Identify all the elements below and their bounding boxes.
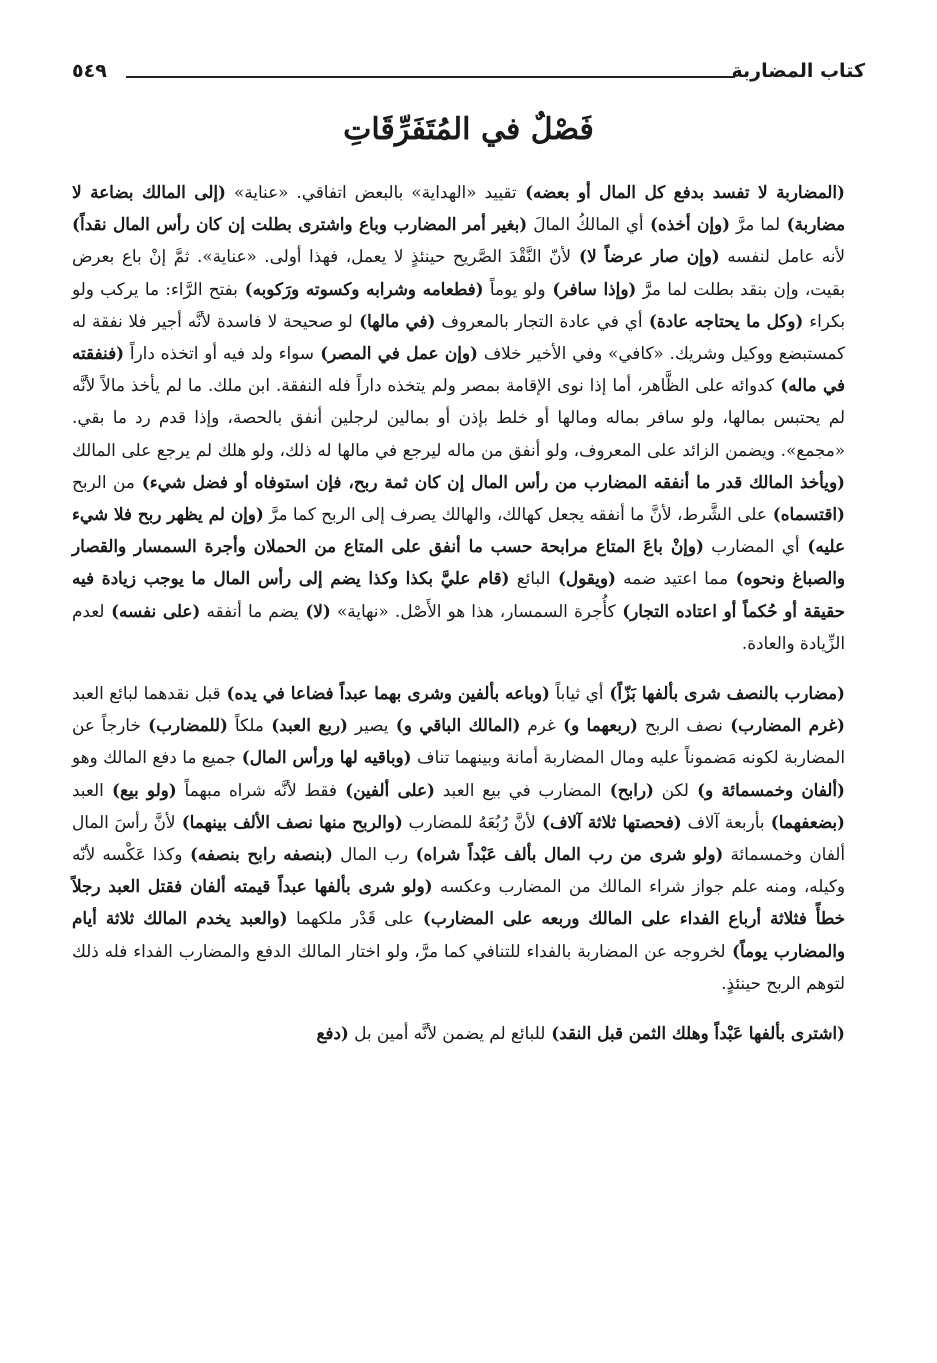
commentary-text: نصف الربح [637, 715, 723, 736]
matn-text: (وإذا سافر) [545, 278, 637, 299]
matn-text: (ولو شرى من رب المال بألف عَبْداً شراه) [407, 844, 724, 865]
commentary-text: يصير [347, 715, 389, 736]
commentary-text: لأنَّ رُبُعَهُ للمضارب [402, 811, 536, 832]
matn-text: (ولو شرى بألفها عبداً قيمته ألفان فقتل العبد رجلاً خطأً فثلاثة أرباع الفداء على المالك وربعه على المضارب) [72, 876, 845, 929]
matn-text: (وإنْ باعَ المتاع مرابحة حسب ما أنفق على المتاع من الحملان وأجرة السمسار والقصار والصباغ ونحوه) [72, 536, 845, 589]
matn-text: (وإن لم يظهر ربح فلا شيء عليه) [72, 504, 845, 557]
commentary-text: لما مرَّ [730, 214, 781, 235]
commentary-text: البائع [509, 568, 551, 589]
commentary-text: أي المالكُ المالَ [527, 214, 644, 235]
commentary-text: من الربح [72, 471, 135, 492]
matn-text: (ربع العبد) [263, 715, 348, 736]
commentary-text: رب المال [332, 844, 408, 865]
commentary-text: لخروجه عن المضاربة بالفداء للتنافي كما مرَّ، ولو اختار المالك الدفع والمضارب الفداء فله ذلك لتوهم الربح حينئذٍ. [72, 940, 845, 993]
commentary-text: ملكاً [227, 715, 264, 736]
commentary-text: سواء ولد فيه أو اتخذه داراً [124, 343, 314, 364]
commentary-text: أي المضارب [703, 536, 800, 557]
matn-text: (ربعهما و) [555, 715, 638, 736]
commentary-text: لعدم الزِّيادة والعادة. [72, 600, 845, 653]
paragraph [72, 1017, 845, 1049]
matn-text: (والربح منها نصف الألف بينهما) [175, 811, 403, 832]
chapter-title: فَصْلٌ في المُتَفَرِّقَاتِ [343, 112, 594, 147]
commentary-text: لأنَّ رأسَ المال ألفان وخمسمائة [72, 811, 845, 865]
matn-text: (للمضارب) [140, 715, 228, 736]
matn-text: (فطعامه وشرابه وكسوته ورَكوبه) [237, 278, 484, 299]
matn-text: (اقتسماه) [766, 504, 845, 525]
commentary-text: ولو يوماً [483, 278, 546, 299]
commentary-text: كأُجرة السمسار، هذا هو الأَصْل. «نهاية» [330, 600, 616, 621]
matn-text: (مضارب بالنصف شرى بألفها بَزّاً) [603, 683, 845, 704]
commentary-text: أي في عادة التجار بالمعروف [435, 310, 643, 331]
matn-text: (في مالها) [352, 310, 436, 331]
matn-text: (فنفقته في ماله) [72, 343, 845, 396]
commentary-text: لأنه عامل لنفسه [719, 246, 846, 267]
commentary-text: قبل نقدهما لبائع العبد [72, 683, 221, 704]
matn-text: (ويقول) [550, 568, 616, 589]
commentary-text: لأنّ النَّقْدَ الصَّريح حينئذٍ لا يعمل، فهذا أولى. «عناية». ثمَّ إنْ باع بعرض بقيت، وإن بنقد بطلت لما مرَّ [72, 246, 846, 299]
running-title: كتاب المضاربة [731, 60, 865, 82]
paragraph [72, 176, 845, 659]
matn-text: (بنصفه رابح بنصفه) [182, 844, 333, 865]
commentary-text: على قَدْر ملكهما [287, 908, 414, 929]
commentary-text: كدوائه على الظَّاهر، أما إذا نوى الإقامة بمصر ولم يتخذه داراً فله النفقة. ابن ملك. ما لم يأخذ مالاً لأنَّه لم يحتبس بمالها، ولو سافر بماله ومالها أو خلط بإذن أو بمالين لرجلين أنفق بالحصة، وإذا قدم رد ما بقي. «مجمع». ويضمن الزائد على المعروف، ولو أنفق من ماله ليرجع في مالها له ذلك، ولو هلك لم يرجع على المالك [72, 375, 845, 460]
commentary-text: جميع ما دفع المالك وهو [72, 747, 236, 768]
commentary-text: العبد [72, 779, 104, 800]
matn-text: (اشترى بألفها عَبْداً وهلك الثمن قبل النقد) [545, 1023, 845, 1044]
matn-text: (المضاربة لا تفسد بدفع كل المال أو بعضه) [516, 182, 845, 202]
commentary-text: بأربعة آلاف [681, 811, 765, 832]
commentary-text: على الشَّرط، لأنَّ ما أنفقه يجعل كهالك، والهالك يصرف إلى الربح كما مرَّ [263, 504, 767, 525]
matn-text: (لا) [298, 600, 331, 621]
matn-text: (غرم المضارب) [722, 715, 845, 736]
commentary-text: وكذا عَكْسه لأنّه وكيله، ومنه علم جواز شراء المالك من المضارب وعكسه [72, 844, 845, 897]
commentary-text: تقييد «الهداية» بالبعض اتفاقي. «عناية» [226, 182, 517, 202]
commentary-text: لكن [653, 779, 689, 800]
commentary-text: بفتح الرَّاء: ما يركب ولو بكراء [72, 278, 845, 331]
commentary-text: مما اعتيد ضمه [615, 568, 728, 589]
matn-text: (على ألفين) [336, 779, 435, 800]
matn-text: (وإن صار عرضاً لا) [570, 246, 720, 267]
matn-text: (ويأخذ المالك قدر ما أنفقه المضارب من رأس المال إن كان ثمة ربح، فإن استوفاه أو فضل شيء) [134, 471, 845, 492]
matn-text: (فحصتها ثلاثة آلاف) [535, 811, 682, 832]
commentary-text: المضارب في بيع العبد [434, 779, 602, 800]
matn-text: (والعبد يخدم المالك ثلاثة أيام والمضارب يوماً) [72, 908, 846, 961]
matn-text: (إلى المالك بضاعة لا مضاربة) [72, 182, 845, 235]
matn-text: (وإن أخذه) [643, 214, 731, 235]
matn-text: (وكل ما يحتاجه عادة) [642, 310, 804, 331]
commentary-text: يضم ما أنفقه [200, 600, 299, 621]
matn-text: (وباعه بألفين وشرى بهما عبداً فضاعا في يده) [220, 683, 550, 704]
main-text [72, 176, 845, 1067]
matn-text: (وإن عمل في المصر) [313, 343, 478, 364]
header-rule [126, 76, 735, 78]
commentary-text: فقط لأنَّه شراه مبهماً [176, 779, 337, 800]
matn-text: (ألفان وخمسمائة و) [688, 779, 845, 800]
commentary-text: خارجاً عن المضاربة لكونه مَضموناً عليه ومال المضاربة أمانة وبينهما تناف [72, 715, 845, 768]
matn-text: (رابح) [601, 779, 654, 800]
commentary-text: غرم [520, 715, 556, 736]
paragraph [72, 677, 845, 999]
commentary-text: للبائع لم يضمن لأنَّه أمين بل [348, 1023, 546, 1044]
running-header [72, 52, 865, 92]
matn-text: (دفع [316, 1023, 349, 1044]
matn-text: (على نفسه) [104, 600, 201, 621]
matn-text: (ولو بيع) [103, 779, 177, 800]
commentary-text: أي ثياباً [549, 683, 604, 704]
commentary-text: لو صحيحة لا فاسدة لأنَّه أجير فلا نفقة له كمستبضع ووكيل وشريك. «كافي» وفي الأخير خلاف [72, 310, 846, 364]
page-number: ٥٤٩ [72, 60, 107, 82]
matn-text: (قام عليَّ بكذا وكذا يضم إلى رأس المال ما يوجب زيادة فيه حقيقة أو حُكماً أو اعتاده التجار) [72, 568, 845, 621]
matn-text: (وباقيه لها ورأس المال) [235, 747, 412, 768]
matn-text: (المالك الباقي و) [388, 715, 521, 736]
matn-text: (بغير أمر المضارب وباع واشترى بطلت إن كان رأس المال نقداً) [72, 214, 528, 235]
matn-text: (بضعفهما) [764, 811, 845, 832]
